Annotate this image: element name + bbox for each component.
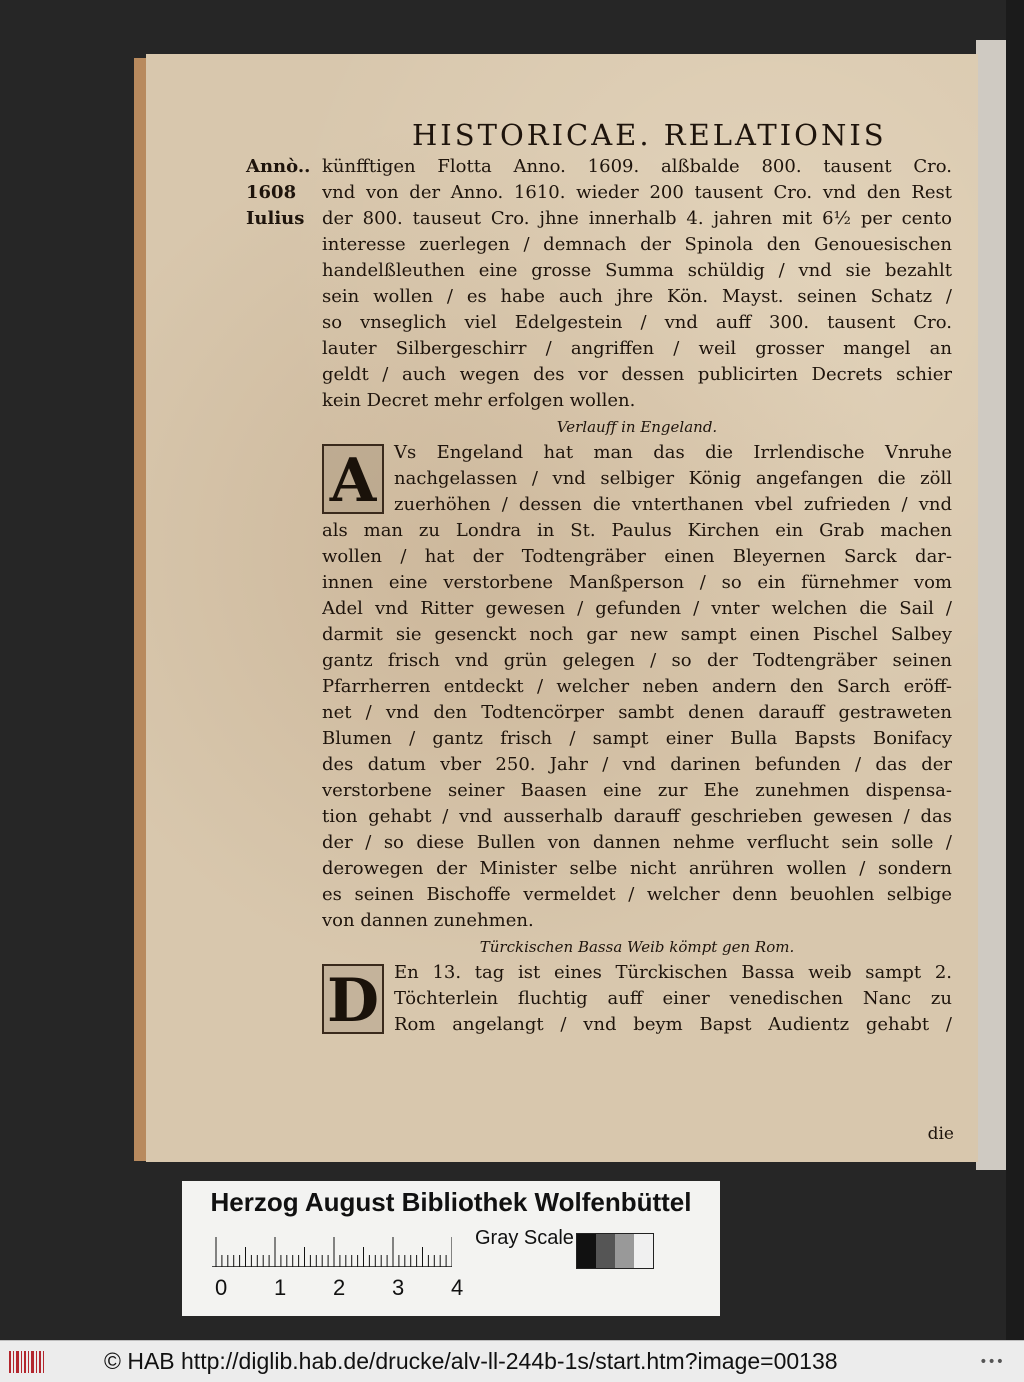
margin-note-month: Iulius [246, 208, 305, 229]
text-line: kein Decret mehr erfolgen wollen. [322, 390, 636, 411]
section-heading-england: Verlauff in Engeland. [556, 418, 718, 436]
decorated-initial: D [322, 964, 384, 1034]
more-icon[interactable]: ••• [979, 1353, 1004, 1370]
text-line: En 13. tag ist eines Türckischen Bassa weib sampt 2. [394, 962, 952, 983]
viewer-border [1006, 0, 1024, 1340]
text-line: wollen / hat der Todtengräber einen Bleyernen Sarck dar- [322, 546, 952, 567]
gray-swatch [577, 1234, 596, 1268]
ruler-label: 4 [451, 1275, 464, 1300]
text-line: nachgelassen / vnd selbiger König angefangen die zöll [394, 468, 952, 489]
text-line: es seinen Bischoffe vermeldet / welcher denn beuohlen selbige [322, 884, 952, 905]
text-line: zuerhöhen / dessen die vnterthanen vbel zufrieden / vnd [394, 494, 952, 515]
text-line: sein wollen / es habe auch jhre Kön. Mayst. seinen Schatz / [322, 286, 952, 307]
catchword: die [927, 1124, 954, 1144]
grayscale-swatches [576, 1233, 654, 1269]
text-line: künfftigen Flotta Anno. 1609. alßbalde 800. tausent Cro. [322, 156, 952, 177]
scanned-book-page [146, 54, 978, 1162]
running-head: HISTORICAE. RELATIONIS [412, 118, 887, 152]
status-bar [0, 1340, 1024, 1382]
margin-note-year: 1608 [246, 182, 297, 203]
copyright-url[interactable]: © HAB http://diglib.hab.de/drucke/alv-ll-244b-1s/start.htm?image=00138 [104, 1348, 838, 1374]
ruler-label: 3 [392, 1275, 405, 1300]
ruler-label: 1 [274, 1275, 287, 1300]
text-line: von dannen zunehmen. [322, 910, 534, 931]
ruler-label: 2 [333, 1275, 346, 1300]
ruler-label: 0 [215, 1275, 228, 1300]
section-england [322, 440, 952, 934]
text-line: Blumen / gantz frisch / sampt einer Bulla Bapsts Bonifacy [322, 728, 952, 749]
text-line: des datum vber 250. Jahr / vnd darinen befunden / das der [322, 754, 952, 775]
text-line: verstorbene seiner Baasen eine zur Ehe zunehmen dispensa- [322, 780, 952, 801]
text-line: Adel vnd Ritter gewesen / gefunden / vnter welchen die Sail / [322, 598, 952, 619]
color-calibration-card [182, 1181, 720, 1316]
decorated-initial: A [322, 444, 384, 514]
text-line: Pfarrherren entdeckt / welcher neben andern den Sarch eröff- [322, 676, 952, 697]
text-line: innen eine verstorbene Manßperson / so ein fürnehmer vom [322, 572, 952, 593]
gray-swatch [615, 1234, 634, 1268]
text-line: net / vnd den Todtencörper sambt denen darauff gestraweten [322, 702, 952, 723]
text-line: so vnseglich viel Edelgestein / vnd auff 300. tausent Cro. [322, 312, 952, 333]
gray-swatch [634, 1234, 653, 1268]
barcode-icon [8, 1349, 46, 1375]
text-line: vnd von der Anno. 1610. wieder 200 tausent Cro. vnd den Rest [322, 182, 952, 203]
text-line: der 800. tauseut Cro. jhne innerhalb 4. jahren mit 6½ per cento [322, 208, 952, 229]
text-line: derowegen der Minister selbe nicht anrühren wollen / sondern [322, 858, 952, 879]
adjacent-page-edge [976, 40, 1006, 1170]
margin-note-year-label: Annò.. [246, 156, 311, 177]
text-line: tion gehabt / vnd ausserhalb darauff geschrieben gewesen / das [322, 806, 952, 827]
centimeter-ruler [212, 1227, 452, 1267]
text-line: der / so diese Bullen von dannen nehme verflucht sein solle / [322, 832, 952, 853]
margin-note [246, 154, 326, 232]
grayscale-label: Gray Scale [475, 1227, 574, 1249]
text-line: geldt / auch wegen des vor dessen publicirten Decrets schier [322, 364, 952, 385]
page-edge [134, 58, 146, 1161]
body-text [322, 154, 952, 1038]
gray-swatch [596, 1234, 615, 1268]
section-spinola [322, 154, 952, 414]
section-rome [322, 960, 952, 1038]
text-line: Vs Engeland hat man das die Irrlendische Vnruhe [394, 442, 952, 463]
text-line: als man zu Londra in St. Paulus Kirchen ein Grab machen [322, 520, 952, 541]
text-line: Rom angelangt / vnd beym Bapst Audientz gehabt / [394, 1014, 952, 1035]
text-line: Töchterlein fluchtig auff einer venedischen Nanc zu [394, 988, 952, 1009]
section-heading-rome: Türckischen Bassa Weib kömpt gen Rom. [479, 938, 795, 956]
text-line: interesse zuerlegen / demnach der Spinola den Genouesischen [322, 234, 952, 255]
text-line: gantz frisch vnd grün gelegen / so der Todtengräber seinen [322, 650, 952, 671]
text-line: lauter Silbergeschirr / angriffen / weil grosser mangel an [322, 338, 952, 359]
text-line: handelßleuthen eine grosse Summa schüldig / vnd sie bezahlt [322, 260, 952, 281]
library-name: Herzog August Bibliothek Wolfenbüttel [210, 1187, 692, 1217]
text-line: darmit sie gesenckt noch gar new sampt einen Pischel Salbey [322, 624, 952, 645]
